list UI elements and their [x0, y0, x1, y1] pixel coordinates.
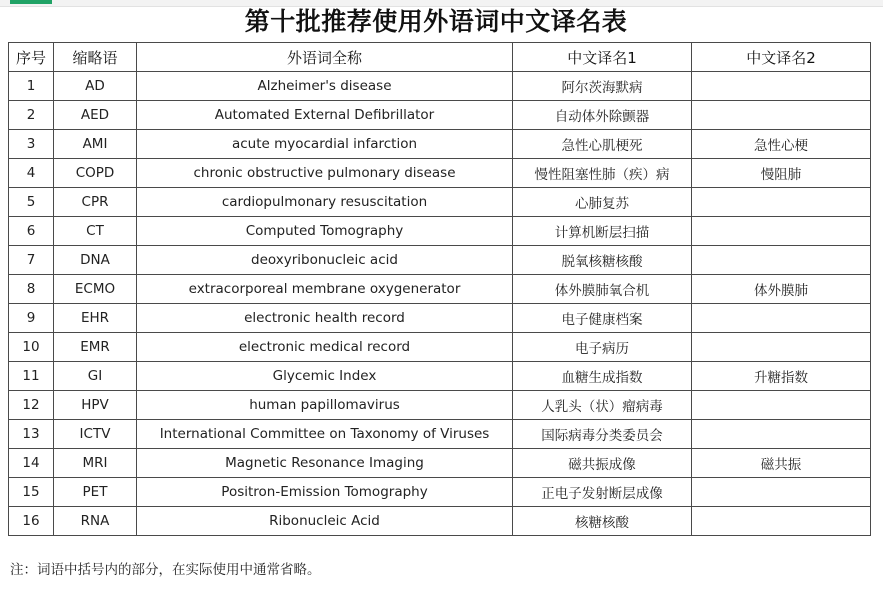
- header-chinese-name-1[interactable]: 中文译名1: [513, 43, 692, 72]
- cell-full-name[interactable]: human papillomavirus: [137, 391, 513, 420]
- table-row: [9, 101, 871, 130]
- cell-abbreviation[interactable]: CT: [54, 217, 137, 246]
- cell-chinese-name-2[interactable]: 体外膜肺: [692, 275, 871, 304]
- cell-abbreviation[interactable]: AED: [54, 101, 137, 130]
- cell-abbreviation[interactable]: RNA: [54, 507, 137, 536]
- cell-full-name[interactable]: Ribonucleic Acid: [137, 507, 513, 536]
- cell-no[interactable]: 15: [9, 478, 54, 507]
- cell-full-name[interactable]: Computed Tomography: [137, 217, 513, 246]
- cell-no[interactable]: 7: [9, 246, 54, 275]
- table-row: [9, 246, 871, 275]
- cell-no[interactable]: 10: [9, 333, 54, 362]
- footnote: 注：词语中括号内的部分，在实际使用中通常省略。: [10, 562, 321, 578]
- cell-chinese-name-1[interactable]: 磁共振成像: [513, 449, 692, 478]
- cell-full-name[interactable]: extracorporeal membrane oxygenerator: [137, 275, 513, 304]
- cell-no[interactable]: 4: [9, 159, 54, 188]
- cell-no[interactable]: 3: [9, 130, 54, 159]
- cell-abbreviation[interactable]: COPD: [54, 159, 137, 188]
- cell-full-name[interactable]: Magnetic Resonance Imaging: [137, 449, 513, 478]
- cell-chinese-name-1[interactable]: 急性心肌梗死: [513, 130, 692, 159]
- cell-no[interactable]: 1: [9, 72, 54, 101]
- cell-no[interactable]: 13: [9, 420, 54, 449]
- cell-abbreviation[interactable]: MRI: [54, 449, 137, 478]
- cell-chinese-name-2[interactable]: 急性心梗: [692, 130, 871, 159]
- cell-abbreviation[interactable]: AMI: [54, 130, 137, 159]
- cell-full-name[interactable]: International Committee on Taxonomy of Viruses: [137, 420, 513, 449]
- cell-full-name[interactable]: chronic obstructive pulmonary disease: [137, 159, 513, 188]
- cell-chinese-name-2[interactable]: [692, 304, 871, 333]
- cell-abbreviation[interactable]: ECMO: [54, 275, 137, 304]
- cell-no[interactable]: 16: [9, 507, 54, 536]
- cell-abbreviation[interactable]: EHR: [54, 304, 137, 333]
- cell-chinese-name-2[interactable]: [692, 217, 871, 246]
- cell-no[interactable]: 9: [9, 304, 54, 333]
- table-row: [9, 362, 871, 391]
- table-row: [9, 72, 871, 101]
- cell-no[interactable]: 5: [9, 188, 54, 217]
- cell-chinese-name-2[interactable]: [692, 420, 871, 449]
- table-row: [9, 130, 871, 159]
- cell-no[interactable]: 2: [9, 101, 54, 130]
- cell-full-name[interactable]: cardiopulmonary resuscitation: [137, 188, 513, 217]
- cell-full-name[interactable]: Alzheimer's disease: [137, 72, 513, 101]
- table-row: [9, 188, 871, 217]
- cell-chinese-name-1[interactable]: 正电子发射断层成像: [513, 478, 692, 507]
- cell-abbreviation[interactable]: CPR: [54, 188, 137, 217]
- cell-chinese-name-1[interactable]: 自动体外除颤器: [513, 101, 692, 130]
- cell-chinese-name-2[interactable]: [692, 246, 871, 275]
- cell-chinese-name-1[interactable]: 慢性阻塞性肺（疾）病: [513, 159, 692, 188]
- table-header-row: [9, 43, 871, 72]
- cell-full-name[interactable]: Automated External Defibrillator: [137, 101, 513, 130]
- cell-chinese-name-2[interactable]: [692, 101, 871, 130]
- cell-chinese-name-2[interactable]: [692, 333, 871, 362]
- cell-chinese-name-2[interactable]: 磁共振: [692, 449, 871, 478]
- table-row: [9, 391, 871, 420]
- cell-full-name[interactable]: electronic medical record: [137, 333, 513, 362]
- cell-chinese-name-1[interactable]: 体外膜肺氧合机: [513, 275, 692, 304]
- cell-chinese-name-2[interactable]: [692, 478, 871, 507]
- table-row: [9, 420, 871, 449]
- cell-abbreviation[interactable]: DNA: [54, 246, 137, 275]
- cell-chinese-name-2[interactable]: [692, 507, 871, 536]
- cell-chinese-name-1[interactable]: 国际病毒分类委员会: [513, 420, 692, 449]
- cell-abbreviation[interactable]: HPV: [54, 391, 137, 420]
- header-abbreviation[interactable]: 缩略语: [54, 43, 137, 72]
- table-row: [9, 217, 871, 246]
- cell-full-name[interactable]: Positron-Emission Tomography: [137, 478, 513, 507]
- cell-abbreviation[interactable]: PET: [54, 478, 137, 507]
- cell-full-name[interactable]: deoxyribonucleic acid: [137, 246, 513, 275]
- cell-chinese-name-1[interactable]: 血糖生成指数: [513, 362, 692, 391]
- cell-chinese-name-2[interactable]: 升糖指数: [692, 362, 871, 391]
- table-row: [9, 449, 871, 478]
- header-no[interactable]: 序号: [9, 43, 54, 72]
- cell-chinese-name-1[interactable]: 阿尔茨海默病: [513, 72, 692, 101]
- cell-full-name[interactable]: Glycemic Index: [137, 362, 513, 391]
- cell-no[interactable]: 14: [9, 449, 54, 478]
- cell-chinese-name-1[interactable]: 计算机断层扫描: [513, 217, 692, 246]
- cell-no[interactable]: 11: [9, 362, 54, 391]
- cell-full-name[interactable]: electronic health record: [137, 304, 513, 333]
- cell-chinese-name-1[interactable]: 心肺复苏: [513, 188, 692, 217]
- cell-chinese-name-2[interactable]: [692, 391, 871, 420]
- cell-abbreviation[interactable]: ICTV: [54, 420, 137, 449]
- cell-abbreviation[interactable]: GI: [54, 362, 137, 391]
- terms-table: [8, 42, 871, 536]
- table-row: [9, 304, 871, 333]
- header-chinese-name-2[interactable]: 中文译名2: [692, 43, 871, 72]
- page-title: 第十批推荐使用外语词中文译名表: [244, 7, 628, 36]
- cell-chinese-name-2[interactable]: [692, 72, 871, 101]
- cell-chinese-name-2[interactable]: 慢阻肺: [692, 159, 871, 188]
- cell-no[interactable]: 12: [9, 391, 54, 420]
- header-full-name[interactable]: 外语词全称: [137, 43, 513, 72]
- cell-chinese-name-2[interactable]: [692, 188, 871, 217]
- cell-chinese-name-1[interactable]: 电子病历: [513, 333, 692, 362]
- table-row: [9, 507, 871, 536]
- cell-abbreviation[interactable]: EMR: [54, 333, 137, 362]
- cell-no[interactable]: 8: [9, 275, 54, 304]
- cell-chinese-name-1[interactable]: 电子健康档案: [513, 304, 692, 333]
- table-row: [9, 275, 871, 304]
- table-body: [9, 72, 871, 536]
- cell-chinese-name-1[interactable]: 脱氧核糖核酸: [513, 246, 692, 275]
- table-row: [9, 333, 871, 362]
- table-row: [9, 478, 871, 507]
- cell-abbreviation[interactable]: AD: [54, 72, 137, 101]
- cell-full-name[interactable]: acute myocardial infarction: [137, 130, 513, 159]
- active-sheet-indicator: [10, 0, 52, 4]
- cell-no[interactable]: 6: [9, 217, 54, 246]
- cell-chinese-name-1[interactable]: 核糖核酸: [513, 507, 692, 536]
- table-row: [9, 159, 871, 188]
- cell-chinese-name-1[interactable]: 人乳头（状）瘤病毒: [513, 391, 692, 420]
